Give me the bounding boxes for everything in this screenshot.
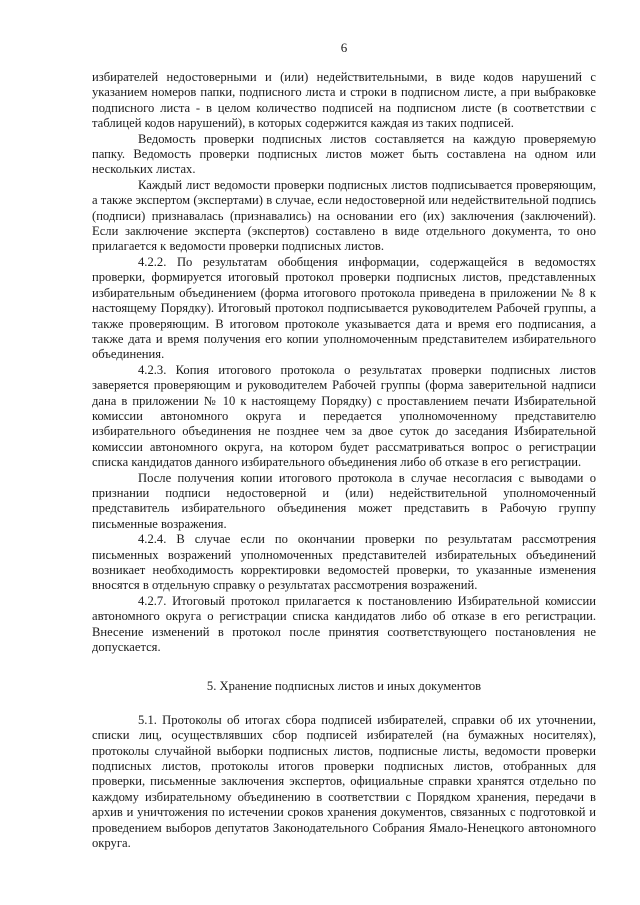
paragraph-4-2-7: 4.2.7. Итоговый протокол прилагается к постановлению Избирательной комиссии автономного округа о регистрации списка кандидатов либо об отказе в его регистрации. Внесение изменений в протокол после принятия соответствующего постановления не допускается. bbox=[92, 593, 596, 655]
paragraph-4-2-3: 4.2.3. Копия итогового протокола о результатах проверки подписных листов заверяется проверяющим и руководителем Рабочей группы (форма заверительной надписи дана в приложении № 10 к настоящему Порядку) с проставлением печати Избирательной комиссии автономного округа и передается уполномоченному представителю избирательного объединения не позднее чем за двое суток до заседания Избирательной комиссии автономного округа, на котором будет рассматриваться вопрос о регистрации списка кандидатов данного избирательного объединения либо об отказе в его регистрации. bbox=[92, 362, 596, 470]
paragraph-statement-signed: Каждый лист ведомости проверки подписных листов подписывается проверяющим, а также экспертом (экспертами) в случае, если недостоверной или недействительной подпись (подписи) признавалась (признавались) на основании его (их) заключения (заключений). Если заключение эксперта (экспертов) составлено в виде отдельного документа, то оно прилагается к ведомости проверки подписных листов. bbox=[92, 177, 596, 254]
paragraph-objections: После получения копии итогового протокола в случае несогласия с выводами о признании подписи недостоверной и (или) недействительной уполномоченный представитель избирательного объединения может представить в Рабочую группу письменные возражения. bbox=[92, 470, 596, 531]
paragraph-statement-compiled: Ведомость проверки подписных листов составляется на каждую проверяемую папку. Ведомость проверки подписных листов может быть составлена на одном или нескольких листах. bbox=[92, 131, 596, 177]
paragraph-4-2-2: 4.2.2. По результатам обобщения информации, содержащейся в ведомостях проверки, формируется итоговый протокол проверки подписных листов, представленных избирательным объединением (форма итогового протокола приведена в приложении № 8 к настоящему Порядку). Итоговый протокол подписывается руководителем Рабочей группы, а также проверяющим. В итоговом протоколе указывается дата и время его подписания, а также дата и время получения его копии уполномоченным представителем избирательного объединения. bbox=[92, 254, 596, 362]
paragraph-4-2-4: 4.2.4. В случае если по окончании проверки по результатам рассмотрения письменных возражений уполномоченных представителей избирательных объединений возникает необходимость корректировки ведомостей проверки, то указанные изменения вносятся в отдельную справку о результатах рассмотрения возражений. bbox=[92, 532, 596, 593]
page-number: 6 bbox=[340, 40, 348, 55]
paragraph-continuation: избирателей недостоверными и (или) недействительными, в виде кодов нарушений с указанием номеров папки, подписного листа и строки в подписном листе, а при выбраковке подписного листа - в целом количество подписей на подписном листе (в соответствии с таблицей кодов нарушений), в которых содержится каждая из таких подписей. bbox=[92, 70, 596, 131]
paragraph-5-1: 5.1. Протоколы об итогах сбора подписей избирателей, справки об их уточнении, списки лиц, осуществлявших сбор подписей избирателей (на бумажных носителях), протоколы случайной выборки подписных листов, подписные листы, ведомости проверки подписных листов, протоколы итогов проверки подписных листов, отобранных для проверки, письменные заключения экспертов, официальные справки хранятся отдельно по каждому избирательному объединению в соответствии с Порядком хранения, передачи в архив и уничтожения по истечении сроков хранения документов, связанных с подготовкой и проведением выборов депутатов Законодательного Собрания Ямало-Ненецкого автономного округа. bbox=[92, 712, 596, 851]
section-5-heading: 5. Хранение подписных листов и иных документов bbox=[206, 679, 482, 694]
